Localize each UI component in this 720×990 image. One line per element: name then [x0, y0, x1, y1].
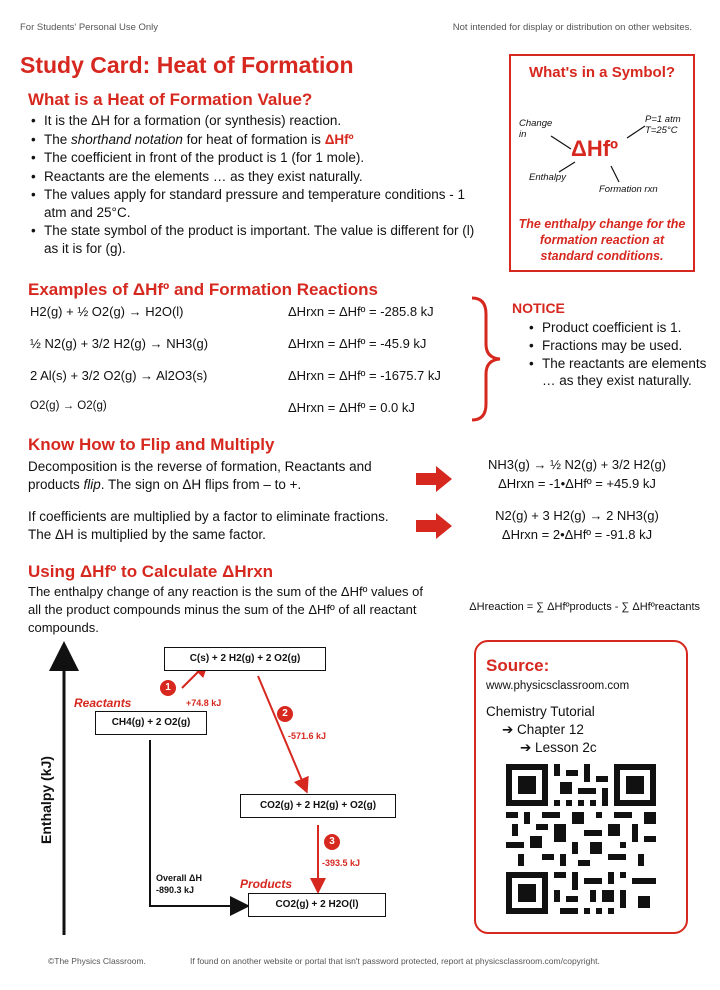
what-is-item: • It is the ΔH for a formation (or synthesis) reaction.	[44, 112, 484, 130]
header-left: For Students' Personal Use Only	[20, 22, 159, 33]
footer-right: If found on another website or portal that isn't password protected, report at physicsclassroom.com/copyright.	[190, 956, 600, 966]
notice-list	[528, 319, 718, 390]
footer-left: ©The Physics Classroom.	[48, 956, 146, 966]
what-is-item: • The shorthand notation for heat of formation is ΔHfº	[44, 131, 484, 149]
source-heading: Source:	[486, 656, 550, 675]
flip-rxn-2: N2(g) + 3 H2(g) → 2 NH3(g)	[495, 508, 659, 523]
flip-dh-1: ΔHrxn = -1•ΔHfº = +45.9 kJ	[498, 476, 656, 491]
right-arrow-icon	[414, 512, 454, 540]
example-dh-2: ΔHrxn = ΔHfº = -45.9 kJ	[288, 336, 427, 351]
what-is-item: • The values apply for standard pressure and temperature conditions - 1 atm and 25°C.	[44, 186, 484, 221]
step-3-value: -393.5 kJ	[322, 858, 361, 868]
enthalpy-axis-label-wrap	[28, 740, 64, 860]
symbol-conditions-label: P=1 atm T=25°C	[645, 114, 681, 136]
notice-item: • Product coefficient is 1.	[542, 319, 718, 336]
flip-text-1: Decomposition is the reverse of formation, Reactants and products flip. The sign on ΔH flips from – to +.	[28, 459, 372, 492]
using-heading: Using ΔHfº to Calculate ΔHrxn	[28, 562, 274, 581]
what-is-item: • Reactants are the elements … as they exist naturally.	[44, 168, 484, 186]
notice-item: • The reactants are elements … as they exist naturally.	[542, 355, 718, 389]
flip-dh-2: ΔHrxn = 2•ΔHfº = -91.8 kJ	[501, 527, 653, 542]
symbol-enthalpy-label: Enthalpy	[529, 172, 566, 183]
box-reactants: CH4(g) + 2 O2(g)	[95, 711, 207, 735]
example-dh-4: ΔHrxn = ΔHfº = 0.0 kJ	[288, 400, 415, 415]
flip-heading: Know How to Flip and Multiply	[28, 435, 275, 454]
source-line-1: Chemistry Tutorial	[486, 704, 595, 719]
example-rxn-1: H2(g) + ½ O2(g) → H2O(l)	[30, 304, 184, 319]
box-intermediate: CO2(g) + 2 H2(g) + O2(g)	[240, 794, 396, 818]
symbol-change-label: Change in	[519, 118, 553, 140]
example-dh-3: ΔHrxn = ΔHfº = -1675.7 kJ	[288, 368, 441, 383]
what-is-heading: What is a Heat of Formation Value?	[28, 90, 313, 109]
symbol-formation-label: Formation rxn	[599, 184, 658, 195]
products-label: Products	[240, 877, 293, 891]
box-products: CO2(g) + 2 H2O(l)	[248, 893, 386, 917]
header-right: Not intended for display or distribution on other websites.	[452, 22, 692, 33]
curly-brace	[466, 294, 506, 424]
symbol-box	[509, 54, 695, 272]
enthalpy-axis-label: Enthalpy (kJ)	[38, 756, 54, 844]
example-rxn-3: 2 Al(s) + 3/2 O2(g) → Al2O3(s)	[30, 368, 208, 383]
using-text: The enthalpy change of any reaction is the sum of the ΔHfº values of all the product compounds minus the sum of the ΔHfº of all reactant compounds.	[28, 584, 423, 635]
right-arrow-icon	[414, 465, 454, 493]
step-badge-1: 1	[160, 680, 176, 696]
step-1-value: +74.8 kJ	[186, 698, 222, 708]
what-is-list	[30, 112, 484, 258]
step-badge-3: 3	[324, 834, 340, 850]
source-line-3: ➔ Lesson 2c	[520, 740, 597, 755]
source-url[interactable]: www.physicsclassroom.com	[486, 680, 630, 692]
examples-heading: Examples of ΔHfº and Formation Reactions	[28, 280, 378, 299]
flip-text-2: If coefficients are multiplied by a factor to eliminate fractions. The ΔH is multiplied by the same factor.	[28, 509, 389, 542]
step-2-value: -571.6 kJ	[288, 731, 327, 741]
example-rxn-2: ½ N2(g) + 3/2 H2(g) → NH3(g)	[30, 336, 209, 351]
example-rxn-4: O2(g) → O2(g)	[30, 400, 107, 412]
box-elements: C(s) + 2 H2(g) + 2 O2(g)	[164, 647, 326, 671]
source-line-2: ➔ Chapter 12	[502, 722, 584, 737]
step-badge-2: 2	[277, 706, 293, 722]
flip-rxn-1: NH3(g) → ½ N2(g) + 3/2 H2(g)	[487, 457, 667, 472]
qr-code-icon[interactable]	[506, 764, 656, 914]
reactants-label: Reactants	[74, 696, 132, 710]
what-is-item: • The coefficient in front of the product is 1 (for 1 mole).	[44, 149, 484, 167]
overall-dh-value: -890.3 kJ	[156, 885, 195, 895]
symbol-caption: The enthalpy change for the formation reaction at standard conditions.	[518, 217, 686, 263]
what-is-item: • The state symbol of the product is important. The value is different for (l) as it is for (g).	[44, 222, 484, 257]
symbol-heading: What's in a Symbol?	[528, 64, 676, 81]
using-formula: ΔHreaction = ∑ ΔHfºproducts - ∑ ΔHfºreactants	[469, 601, 700, 613]
source-box	[474, 640, 688, 934]
notice-item: • Fractions may be used.	[542, 337, 718, 354]
symbol-dhf: ΔHfº	[571, 136, 619, 161]
page-title: Study Card: Heat of Formation	[20, 52, 354, 78]
overall-dh-label: Overall ΔH	[156, 873, 202, 883]
notice-heading: NOTICE	[512, 300, 565, 316]
example-dh-1: ΔHrxn = ΔHfº = -285.8 kJ	[288, 304, 434, 319]
